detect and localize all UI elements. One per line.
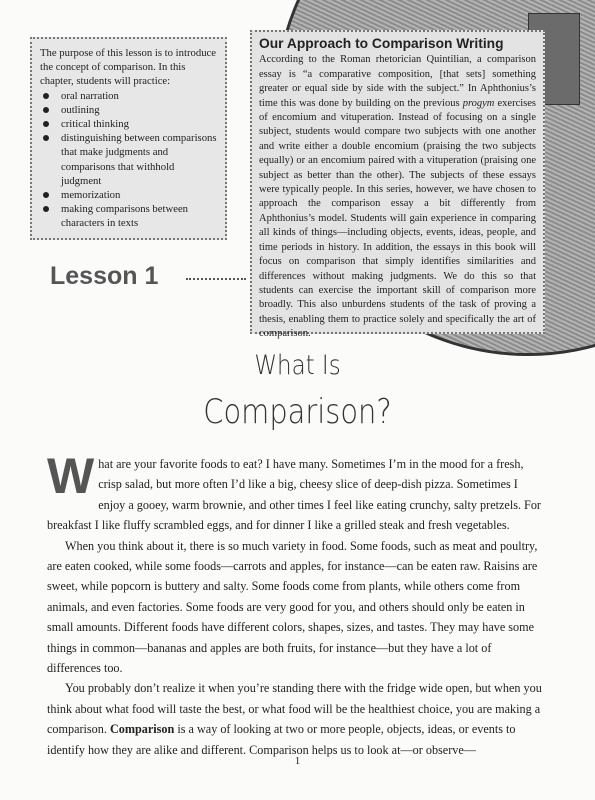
approach-sidebar-box <box>250 30 545 340</box>
objective-item: outlining <box>40 103 217 117</box>
drop-cap: W <box>47 448 95 504</box>
key-term-comparison: Comparison <box>109 722 175 737</box>
approach-paragraph: According to the Roman rhetorician Quintilian, a comparison essay is “a comparative composition, [that sets] something greater or equal side by side with the subject.” In Aphthonius’s time this was done by building on the previous progym exercises of encomium and vituperation. Instead of focusing on a single subject, students would compare two subjects with one another and write either a double encomium (praising the two subjects equally) or an encomium paired with a vituperation (praising one subject as better than the other). The subjects of these essays were typically people. In this series, however, we have chosen to approach the comparison essay a bit differently from Aphthonius’s model. Students will gain experience in comparing all kinds of things—including objects, events, ideas, people, and time periods in history. In addition, the essays in this book will focus on comparison that simply identifies similarities and differences without making judgments. We do this so that students can exercise the important skill of comparison more broadly. This also unburdens students of the task of proving a thesis, enabling them to practice solely and specifically the art of comparison. <box>259 54 536 340</box>
objectives-intro: The purpose of this lesson is to introduce the concept of comparison. In this chapter, students will practice: <box>40 47 217 88</box>
objectives-list <box>40 89 217 231</box>
approach-title: Our Approach to Comparison Writing <box>259 36 504 51</box>
dotted-divider <box>186 278 246 280</box>
lesson-label: Lesson 1 <box>50 262 159 290</box>
lesson-objectives-box <box>30 37 227 240</box>
chapter-title-line2: Comparison? <box>203 392 392 432</box>
body-paragraph-3: You probably don’t realize it when you’re standing there with the fridge wide open, but when you think about what food will taste the best, or what food will be the healthiest choice, you are making a comparison. Comparison is a way of looking at two or more people, objects, ideas, or events to identify how they are alike and different. Comparison helps us to look at—or observe— <box>47 681 542 757</box>
objective-item: making comparisons between characters in texts <box>40 202 217 230</box>
objective-item: critical thinking <box>40 117 217 131</box>
objective-item: memorization <box>40 188 217 202</box>
body-paragraph-2: When you think about it, there is so much variety in food. Some foods, such as meat and poultry, are eaten cooked, while some foods—carrots and apples, for instance—can be eaten raw. Raisins are sweet, while popcorn is buttery and salty. Some foods come from plants, while others come from animals, and even factories. Some foods are very good for you, and others should only be eaten in small amounts. Different foods have different colors, shapes, sizes, and tastes. They may have some things in common—bananas and apples are both fruits, for instance—but they have a lot of differences too. <box>47 538 538 676</box>
objective-item: oral narration <box>40 89 217 103</box>
progym-term: progym <box>462 97 495 109</box>
body-text <box>47 448 542 760</box>
objective-item: distinguishing between comparisons that make judgments and comparisons that withhold judgment <box>40 131 217 188</box>
page-number: 1 <box>294 755 301 767</box>
chapter-title-line1: What Is <box>254 350 341 381</box>
body-paragraph-1: What are your favorite foods to eat? I have many. Sometimes I’m in the mood for a fresh, crisp salad, but more often I’d like a big, cheesy slice of deep-dish pizza. Sometimes I enjoy a gooey, warm brownie, and other times I feel like eating crunchy, salty pretzels. For breakfast I like fluffy scrambled eggs, and for dinner I like a grilled steak and fresh vegetables. <box>47 448 541 533</box>
